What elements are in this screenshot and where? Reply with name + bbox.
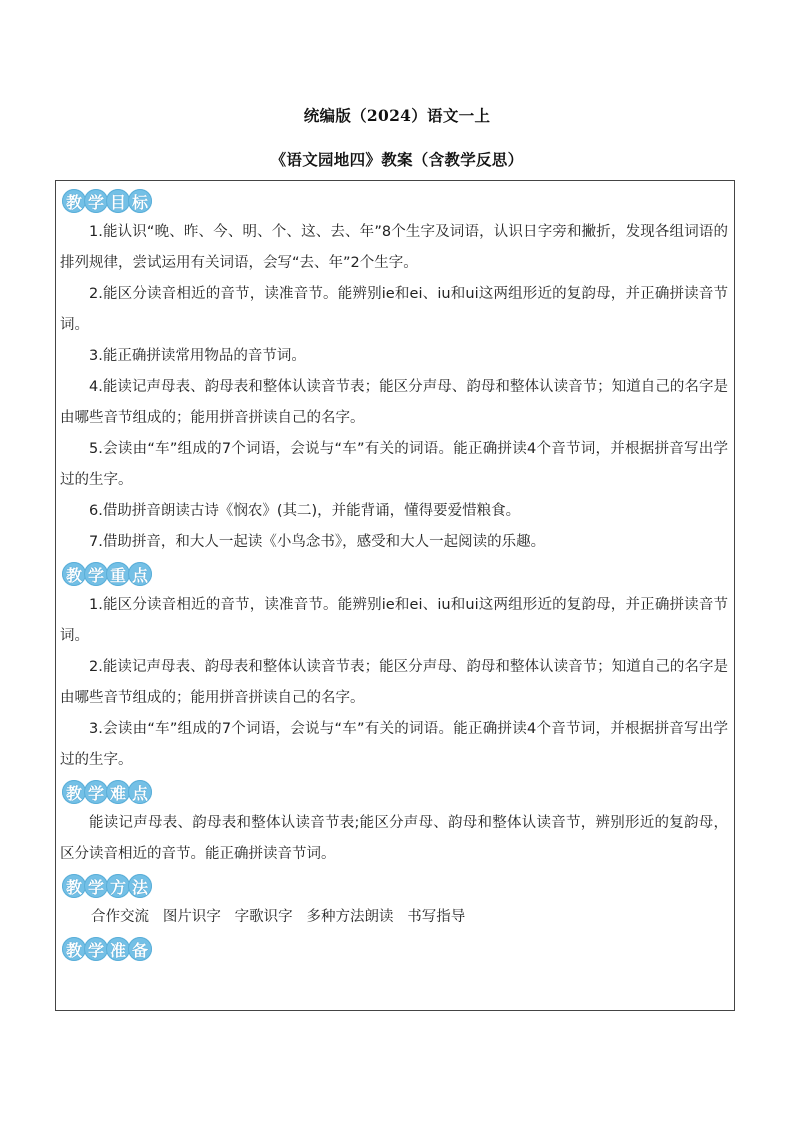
- section-heading-preparation: [62, 933, 730, 965]
- objective-item: 6.借助拼音朗读古诗《悯农》(其二)，并能背诵，懂得要爱惜粮食。: [89, 503, 521, 519]
- heading-char: 目: [106, 189, 130, 213]
- key-point-item: 3.会读由“车”组成的7个词语，会说与“车”有关的词语。能正确拼读4个音节词，并根据拼音写出学过的生字。: [60, 721, 728, 768]
- heading-char: 标: [128, 189, 152, 213]
- heading-char: 学: [84, 780, 108, 804]
- objective-item: 2.能区分读音相近的音节，读准音节。能辨别ie和ei、iu和ui这两组形近的复韵母，并正确拼读音节词。: [60, 286, 728, 333]
- objective-item: 3.能正确拼读常用物品的音节词。: [89, 348, 306, 364]
- heading-char: 学: [84, 189, 108, 213]
- heading-char: 重: [106, 562, 130, 586]
- heading-char: 学: [84, 874, 108, 898]
- heading-char: 方: [106, 874, 130, 898]
- difficulties-text: 能读记声母表、韵母表和整体认读音节表;能区分声母、韵母和整体认读音节，辨别形近的复韵母，区分读音相近的音节。能正确拼读音节词。: [60, 815, 728, 862]
- section-heading-methods: [62, 870, 730, 902]
- heading-char: 教: [62, 189, 86, 213]
- heading-char: 点: [128, 780, 152, 804]
- section-heading-difficulties: [62, 776, 730, 808]
- methods-text: 合作交流 图片识字 字歌识字 多种方法朗读 书写指导: [91, 909, 466, 925]
- section-heading-key-points: [62, 558, 730, 590]
- document-subtitle: 《语文园地四》教案（含教学反思）: [270, 150, 524, 169]
- lesson-plan-box: [55, 180, 735, 1011]
- objective-item: 7.借助拼音，和大人一起读《小鸟念书》，感受和大人一起阅读的乐趣。: [89, 534, 546, 550]
- document-title: 统编版（2024）语文一上: [303, 106, 491, 125]
- heading-char: 教: [62, 562, 86, 586]
- heading-char: 点: [128, 562, 152, 586]
- lesson-plan-content: [60, 185, 730, 965]
- objective-item: 1.能认识“晚、昨、今、明、个、这、去、年”8个生字及词语，认识日字旁和撇折，发现各组词语的排列规律，尝试运用有关词语，会写“去、年”2个生字。: [60, 224, 728, 271]
- heading-char: 教: [62, 780, 86, 804]
- heading-char: 学: [84, 937, 108, 961]
- heading-char: 学: [84, 562, 108, 586]
- objective-item: 5.会读由“车”组成的7个词语，会说与“车”有关的词语。能正确拼读4个音节词，并根据拼音写出学过的生字。: [60, 441, 728, 488]
- heading-char: 教: [62, 874, 86, 898]
- key-point-item: 1.能区分读音相近的音节，读准音节。能辨别ie和ei、iu和ui这两组形近的复韵母，并正确拼读音节词。: [60, 597, 728, 644]
- heading-char: 备: [128, 937, 152, 961]
- heading-char: 准: [106, 937, 130, 961]
- heading-char: 法: [128, 874, 152, 898]
- objective-item: 4.能读记声母表、韵母表和整体认读音节表；能区分声母、韵母和整体认读音节；知道自己的名字是由哪些音节组成的；能用拼音拼读自己的名字。: [60, 379, 728, 426]
- heading-char: 难: [106, 780, 130, 804]
- key-point-item: 2.能读记声母表、韵母表和整体认读音节表；能区分声母、韵母和整体认读音节；知道自己的名字是由哪些音节组成的；能用拼音拼读自己的名字。: [60, 659, 728, 706]
- section-heading-objectives: [62, 185, 730, 217]
- heading-char: 教: [62, 937, 86, 961]
